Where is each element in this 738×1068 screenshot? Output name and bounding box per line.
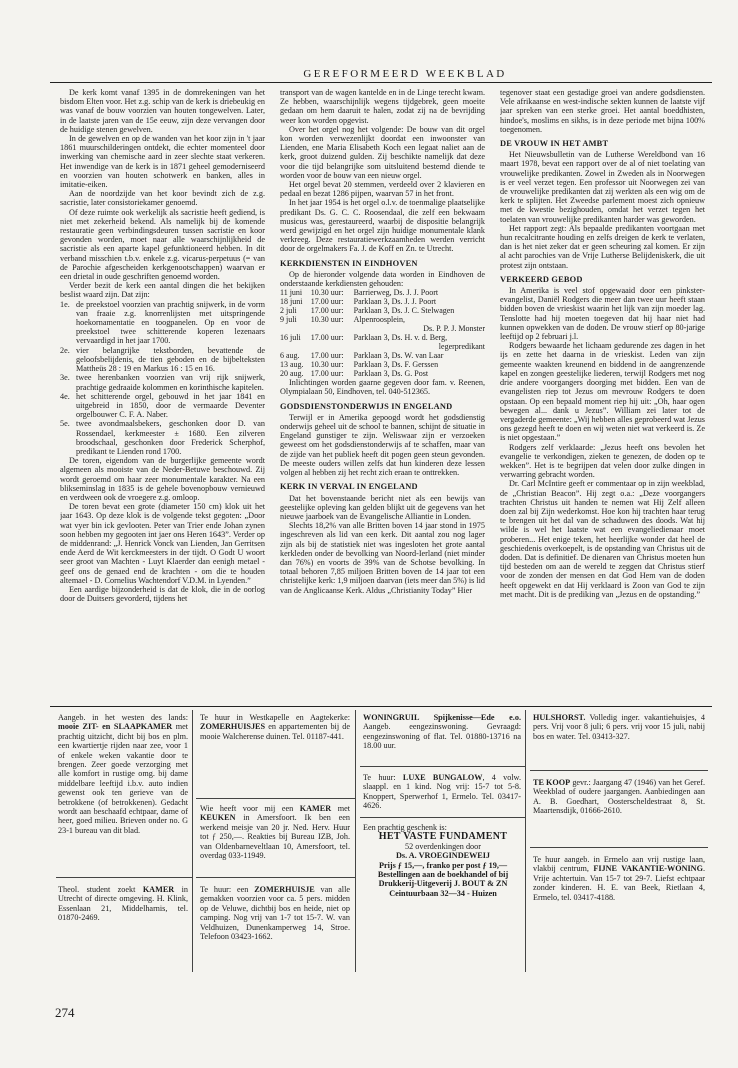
service-time: 10.30 uur:: [310, 360, 344, 370]
list-text: vier belangrijke tekstborden, bevattende de geloofsbelijdenis, de tien geboden en de bijbelteksten Mattheüs 28 : 19 en Markus 16 : 15 en 16.: [76, 345, 265, 374]
paragraph: Dr. Carl McIntire geeft er commentaar op in zijn weekblad, de „Christian Beacon”. Hij zegt o.a.: „Deze voorgangers trachten Christus uit handen te nemen wat Hij Zelf alleen doen zal bij Zijn wederkomst. Hoe kon hij trachten haar terug te brengen uit het dal van de schaduwen des doods. Wat hij wilde is wel het laatste wat een evangeliedienaar moet proberen... Het enige teken, het heerlijke wonder dat heel de geschiedenis overkoepelt, is de opstanding van Christus uit de doden. Dat is definitief. De dienaren van Christus moeten hun tijd besteden om aan de wereld te zeggen dat Christus stierf voor de zonden der mensen en dat God Hem van de doden heeft opgewekt en dat Hij verklaard is Zoon van God te zijn met macht. Dit is de prediking van „Jezus en de opstanding.”: [500, 479, 705, 599]
paragraph: Inlichtingen worden gaarne gegeven door fam. v. Reenen, Olympialaan 50, Eindhoven, tel. 040-512365.: [280, 378, 485, 397]
ad-headline: HULSHORST.: [533, 713, 586, 722]
service-time: 17.00 uur:: [310, 306, 344, 316]
ad-text: Te huur aangeb. in Ermelo aan vrij rustige laan, vlakbij centrum,: [533, 855, 705, 874]
ads-top-rule: [50, 706, 712, 707]
ad-divider: [56, 877, 192, 878]
paragraph: Aan de noordzijde van het koor bevindt zich de z.g. sacristie, later consistoriekamer genoemd.: [60, 189, 265, 208]
ad-text: Te huur:: [363, 773, 403, 782]
service-place: legerpredikant: [438, 342, 485, 352]
list-number: 5e.: [60, 419, 70, 429]
classified-ad: [533, 778, 705, 816]
paragraph: Slechts 18,2% van alle Britten boven 14 jaar stond in 1975 ingeschreven als lid van een kerk. Dit aantal zou nog lager zijn als bij de statistiek niet was ingesloten het grote aantal kerkleden onder de bevolking van Noord-Ierland (niet minder dan 76%) en voorts de 39% van de Schotse bevolking. In totaal behoren 7,85 miljoen Britten boven de 14 jaar tot een christelijke kerk: 1,9 miljoen daarvan (iets meer dan 5%) is lid van de Anglicaanse Kerk. Aldus „Christianity Today” Hier: [280, 521, 485, 595]
service-place: Parklaan 3, Ds. J. C. Stelwagen: [353, 306, 455, 316]
classified-ad: [200, 885, 350, 941]
table-row: [280, 333, 485, 342]
ad-divider: [196, 877, 355, 878]
paragraph: tegenover staat een gestadige groei van andere godsdiensten. Vele afrikaanse en west-indische sekten kunnen de laatste vijf jaar spreken van een sterke groei. Het aantal boeddhisten, hindoe's, moslims en sikhs, is in deze periode met bijna 100% toegenomen.: [500, 88, 705, 134]
ad-text: van alle gemakken voorzien voor ca. 5 pers. midden op de Veluwe, dichtbij bos en heide, niet op camping. Nog vrij van 1-7 tot 15-7. W. van Veldhuizen, Dunenkamperweg 14, Stroe. Telefoon 03423-1662.: [200, 885, 350, 942]
service-place: Parklaan 3, Ds. W. van Laar: [353, 351, 444, 361]
ad-line: Bestellingen aan de boekhandel of bij: [377, 870, 509, 880]
service-time: 17.00 uur:: [310, 351, 344, 361]
list-item: [60, 299, 265, 346]
table-row: [280, 369, 485, 378]
ad-line: 52 overdenkingen door: [405, 841, 481, 851]
ad-text: met prachtig uitzicht, dicht bij bos en plm. een kwartiertje rijden naar zee, voor 1 of enkele weken vakantie door te brengen. Zeer goede verzorging met alle komfort in rustige omg. bij dame middelbare leeftijd i.b.v. auto indien gewenst ook ten gerieve van de betrokkene (of betrokkenen). Gedacht wordt aan beschaafd echtpaar, dame of heer, goed milieu. Brieven onder no. G 23-1 bureau van dit blad.: [58, 722, 188, 835]
ad-column-divider: [355, 710, 356, 972]
paragraph: Op de hieronder volgende data worden in Eindhoven de onderstaande kerkdiensten gehouden:: [280, 269, 485, 289]
price-line: Prijs ƒ 15,—, franko per post ƒ 19,—: [378, 860, 508, 870]
ad-headline: mooie ZIT- en SLAAPKAMER: [58, 722, 173, 732]
ad-column-divider: [525, 710, 526, 972]
paragraph: In Amerika is veel stof opgewaaid door een pinkster-evangelist, Daniël Rodgers die meer dan twee uur heeft staan bidden boven de vrieskist waarin het lijk van zijn moeder lag. Tenslotte had hij moeten toegeven dat hij haar niet had kunnen opwekken van de doden. De vrouw stierf op 80-jarige leeftijd op 2 februari j.l.: [500, 286, 705, 342]
ad-text: en appartementen bij de mooie Walcherense duinen. Tel. 01187-441.: [200, 722, 350, 741]
ad-headline: KAMER: [142, 885, 175, 894]
ad-headline: KAMER: [299, 804, 332, 813]
classified-ad: [363, 773, 521, 811]
service-place: Ds. P. P. J. Monster: [423, 324, 485, 334]
ad-text: Aangeb. eengezinswoning. Gevraagd: eengezinswoning of flat. Tel. 01880-13716 na 18.00 uur.: [363, 722, 521, 751]
article-column-1: [60, 88, 265, 698]
ad-headline: ZOMERHUISJES: [200, 722, 266, 732]
table-row: [280, 324, 485, 333]
service-place: Parklaan 3, Ds. G. Post: [353, 369, 429, 379]
article-column-3: [500, 88, 705, 698]
paragraph: Het orgel bevat 20 stemmen, verdeeld over 2 klavieren en pedaal en bezat 1286 pijpen, waarvan 57 in het front.: [280, 180, 485, 199]
paragraph: In het jaar 1954 is het orgel o.l.v. de toenmalige plaatselijke predikant Ds. G. C. C. Roosendaal, die zelf een bekwaam musicus was, gerestaureerd, waarbij de dispositie belangrijk werd gewijzigd en het orgel zijn huidige monumentale klank verkreeg. Deze restauratiewerkzaamheden werden verricht door de orgelmakers Fa. J. de Koff en Zn. te Utrecht.: [280, 198, 485, 254]
ad-text: in Amersfoort. Ik ben een werkend meisje van 20 jr. Ned. Herv. Huur tot ƒ 250,—. Reakties bij Bureau IZB, Joh. van Oldenbarneveltlaan 10, Amersfoort, tel. overdag 033-11949.: [200, 813, 350, 861]
service-time: 17.00 uur:: [310, 297, 344, 307]
paragraph: Het Nieuwsbulletin van de Lutherse Wereldbond van 16 maart 1978, bevat een rapport over de al of niet toelating van vrouwelijke predikanten. Zowel in Zweden als in Noorwegen is er veel verzet tegen. Een professor uit Noorwegen zei van de vrouwelijke predikanten dat zij werkten als een wig om de kerk te splijten. Het Zweedse parlement moest zich opnieuw met de kwestie bezighouden, omdat het verzet tegen het toelaten van vrouwelijke predikanten harder was geworden.: [500, 150, 705, 224]
service-date: 16 juli: [280, 333, 301, 343]
paragraph: De kerk komt vanaf 1395 in de domrekeningen van het bisdom Elten voor. Het z.g. schip van de kerk is driebeukig en was vanaf de bouw voorzien van houten tongewelven. Later, in de laatste jaren van de 15e eeuw, zijn deze vervangen door de huidige stenen gewelven.: [60, 88, 265, 134]
service-time: [311, 342, 354, 351]
ad-headline: KEUKEN: [200, 813, 236, 823]
ad-text: Aangeb. in het westen des lands:: [58, 713, 188, 722]
service-date: 6 aug.: [280, 351, 300, 361]
list-item: [60, 391, 265, 420]
service-place: Parklaan 3, Ds. J. J. Poort: [353, 297, 437, 307]
paragraph: In de gewelven en op de wanden van het koor zijn in 't jaar 1861 muurschilderingen ontdekt, die echter momenteel door inwerking van chemische aard in zeer slechte staat verkeren. Het inwendige van de kerk is in 1871 geheel gemoderniseerd en voorzien van houten schotwerk en banken, alles in imitatie-eiken.: [60, 134, 265, 190]
table-row: [280, 342, 485, 351]
service-date: 11 juni: [280, 288, 303, 298]
author-name: Ds. A. VROEGINDEWEIJ: [395, 851, 491, 861]
section-heading: KERK IN VERVAL IN ENGELAND: [280, 482, 418, 492]
table-row: [280, 315, 485, 324]
service-place: Parklaan 3, Ds. F. Gerssen: [353, 360, 439, 370]
ad-text: gevr.: Jaargang 47 (1946) van het Geref. Weekblad of oudere jaargangen. Aanbiedingen aan A. B. Goedhart, Oosterscheldestraat 8, St. Maartensdijk, 01666-2610.: [533, 778, 706, 816]
table-row: [280, 360, 485, 369]
ad-divider: [360, 766, 525, 767]
ad-text: , 4 volw. slaappl. en 1 kind. Nog vrij: 15-7 tot 5-8. Knoppert, Sperwerhof 1, Ermelo. Tel. 03417-4626.: [363, 773, 521, 811]
section-heading: VERKEERD GEBOD: [500, 274, 583, 284]
ad-headline: LUXE BUNGALOW: [402, 773, 483, 782]
ad-text: in Utrecht of directe omgeving. H. Klink, Essenlaan 21, Middelharnis, tel. 01870-2469.: [58, 885, 188, 923]
ad-column-divider: [192, 710, 193, 972]
table-row: [280, 288, 485, 297]
service-place: Barrierweg, Ds. J. J. Poort: [353, 288, 439, 298]
service-date: [280, 324, 311, 333]
service-date: 18 juni: [280, 297, 303, 307]
paragraph: Het rapport zegt: Als bepaalde predikanten voortgaan met hun recalcitrante houding en zelfs dreigen de kerk te verlaten, dan is het niet zeker dat er geen scheuring zal komen. Er zijn al acht parochies van de Vrije Lutherse Belijdeniskerk, die uit protest zijn ontstaan.: [500, 223, 705, 270]
list-number: 2e.: [60, 345, 70, 355]
classified-ad: [200, 713, 350, 741]
ad-divider: [196, 798, 355, 799]
article-column-2: [280, 88, 485, 698]
section-heading: DE VROUW IN HET AMBT: [500, 139, 609, 149]
list-text: het schitterende orgel, gebouwd in het jaar 1841 en uitgebreid in 1850, door de vermaarde Deventer orgelbouwer C. F. A. Naber.: [76, 391, 265, 420]
paragraph: Terwijl er in Amerika gepoogd wordt het godsdienstig onderwijs geheel uit de school te bannen, schijnt de situatie in Engeland gunstiger te zijn. Weliswaar zijn er verzoeken geweest om het godsdienstonderwijs af te schaffen, maar van de zijde van het publiek heeft dit pogen geen steun gevonden. De meeste ouders willen zelfs dat hun kinderen deze lessen volgen al hebben zij het recht zich eraan te onttrekken.: [280, 412, 485, 478]
paragraph: De toren, eigendom van de burgerlijke gemeente wordt algemeen als mooiste van de Neder-Betuwe beschouwd. Zij wordt geroemd om haar zeer monumentale karakter. Na een blikseminslag in 1835 is de gehele bovenopbouw vernieuwd en verdween ook de vroegere z.g. omloop.: [60, 456, 265, 502]
service-time: [311, 324, 354, 333]
list-item: [60, 373, 265, 392]
ad-headline: FIJNE VAKANTIE-WONING: [593, 864, 703, 874]
service-time: 17.00 uur:: [310, 369, 344, 379]
list-text: de preekstoel voorzien van prachtig snijwerk, in de vorm van fraaie z.g. knorrenlijsten met uitspringende hoekornamentatie en toogpanelen. Op en voor de preekstoel twee schitterende koperen lezenaars vervaardigd in het jaar 1700.: [76, 299, 265, 346]
service-place: Alpenroosplein,: [353, 315, 405, 325]
list-number: 4e.: [60, 391, 70, 401]
table-row: [280, 306, 485, 315]
list-item: [60, 345, 265, 374]
classified-ad: [58, 713, 188, 835]
service-date: 20 aug.: [280, 369, 304, 379]
book-title: HET VASTE FUNDAMENT: [378, 831, 508, 843]
ad-text: . Vrije achtertuin. Van 15-7 tot 29-7. Liefst echtpaar zonder kinderen. H. E. van Beek, Rietlaan 4, Ermelo, tel. 03417-4188.: [533, 864, 705, 902]
list-number: 1e.: [60, 299, 70, 309]
ad-text: Volledig inger. vakantiehuisjes, 4 pers. Vrij voor 8 juli; 6 pers. vrij voor 15 juli, nabij bos en water. Tel. 03413-327.: [533, 713, 705, 741]
classified-ad: [533, 713, 705, 741]
classified-ad: [363, 713, 521, 751]
running-title: GEREFORMEERD WEEKBLAD: [303, 68, 507, 80]
paragraph: Over het orgel nog het volgende: De bouw van dit orgel kon worden verwezenlijkt doordat een inwoonster van Lienden, ene Maria Elisabeth Koch een legaat naliet aan de kerk, groot duizend gulden. Zij beschikte namelijk dat deze voor die tijd belangrijke som uitsluitend bestemd diende te worden voor de bouw van een nieuw orgel.: [280, 124, 485, 180]
service-time: 10.30 uur:: [310, 288, 344, 298]
ad-divider: [530, 770, 708, 771]
list-item: [60, 419, 265, 456]
paragraph: De toren bevat een grote (diameter 150 cm) klok uit het jaar 1643. Op deze klok is de volgende tekst gegoten: „Door wat vyer bin ick gevlooten. Peter van Trier ende Johan zynen soon hebben my gegooten int jaer ons Heren 1643”. Verder op de middenrand: „J. Henrick Vonck van Lienden, Jan Gerritsen ende Aerd de Wit kerckmeesters in der tijdt. O Godt U woort seer groot van Machten - Luyt Klaerder dan eenigh metael - geef ons de genaed end de krachten - om die te houden altemael - D. Cornelius Wachtendorf V.D.M. in Lyenden.”: [60, 502, 265, 585]
ad-headline: ZOMERHUISJE: [254, 885, 315, 894]
publisher-address: Ceintuurbaan 32—34 - Huizen: [389, 888, 497, 898]
section-heading: KERKDIENSTEN IN EINDHOVEN: [280, 258, 418, 268]
service-time: 10.30 uur:: [310, 315, 344, 325]
ad-headline: WONINGRUIL Spijkenisse—Ede e.o.: [363, 713, 521, 722]
classified-ad: [58, 885, 188, 923]
paragraph: Een aardige bijzonderheid is dat de klok, die in de oorlog door de Duitsers gevorderd, tijdens het: [60, 584, 265, 604]
header-rule: [50, 82, 712, 83]
ad-text: Wie heeft voor mij een: [200, 804, 300, 813]
table-row: [280, 351, 485, 360]
service-place: Parklaan 3, Ds. H. v. d. Berg,: [353, 333, 448, 343]
paragraph: Rodgers bewaarde het lichaam gedurende zes dagen in het ijs en zette het daarna in de vrieskist. Leden van zijn gemeente waakten kreunend en biddend in de aangrenzende kapel en zongen geestelijke liederen, terwijl Rodgers met nog drie andere voorgangers doorging met bidden. Een van de evangelisten riep tot Jezus om mevrouw Rodgers te doen opstaan. Op een bepaald moment riep hij uit: „Oh, haar ogen bewegen al... dank u Jezus”. William zei later tot de vergaderde gemeente: „Wij hebben alles geprobeerd wat Jezus ons gezegd heeft te doen en wij weten niet wat verkeerd is. Ze is niet opgestaan.”: [500, 341, 705, 443]
classified-ad: [200, 804, 350, 860]
paragraph: Rodgers zelf verklaarde: „Jezus heeft ons bevolen het evangelie te verkondigen, zieken te genezen, de doden op te wekken”. Het is te begrijpen dat velen door zulke dingen in verwarring gebracht worden.: [500, 442, 705, 480]
classified-ad: [533, 855, 705, 902]
paragraph: Dat het bovenstaande bericht niet als een bewijs van geestelijke opleving kan gelden blijkt uit de gegevens van het nieuwe jaarboek van de Evangelische Alliantie in Londen.: [280, 493, 485, 521]
list-number: 3e.: [60, 373, 70, 383]
church-items-list: [60, 300, 265, 456]
service-date: [280, 342, 311, 351]
ad-intro: Een prachtig geschenk is:: [363, 823, 447, 832]
table-row: [280, 297, 485, 306]
list-text: twee avondmaalsbekers, geschonken door D. van Rossendael, kerkmeester ± 1680. Een zilveren broodschaal, geschonken door Frederick Scherphof, predikant te Lienden rond 1700.: [76, 419, 265, 456]
ad-divider: [360, 817, 525, 818]
services-table: [280, 288, 485, 378]
ad-text: Te huur in Westkapelle en Aagtekerke:: [200, 713, 350, 722]
ad-headline: TE KOOP: [533, 778, 571, 787]
paragraph: Verder bezit de kerk een aantal dingen die het bekijken beslist waard zijn. Dat zijn:: [60, 281, 265, 300]
service-date: 2 juli: [280, 306, 297, 316]
paragraph: transport van de wagen kantelde en in de Linge terecht kwam. Ze hebben, waarschijnlijk wegens tijdgebrek, geen moeite gedaan om hem daaruit te halen, zodat zij na de bevrijding weer kon worden opgevist.: [280, 88, 485, 125]
list-text: twee herenbanken voorzien van vrij rijk snijwerk, prachtige gedraaide kolommen en korinthische kapitelen.: [76, 373, 265, 392]
section-heading: GODSDIENSTONDERWIJS IN ENGELAND: [280, 401, 453, 411]
service-date: 13 aug.: [280, 360, 304, 370]
service-date: 9 juli: [280, 315, 297, 325]
publisher-name: Drukkerij-Uitgeverij J. BOUT & ZN: [378, 879, 508, 889]
book-advertisement: [363, 823, 523, 898]
ad-text: met: [331, 804, 350, 813]
page-number: 274: [55, 1005, 75, 1020]
paragraph: Of deze ruimte ook werkelijk als sacristie heeft gediend, is niet met zekerheid bekend. Als namelijk bij de komende restauratie geen verbindingsdeuren tussen sacristie en koor gevonden worden, moet naar alle waarschijnlijkheid de sacristie als een aparte kapel gefunktioneerd hebben. In dit verband misschien t.b.v. enkele z.g. vicarus-perpetuus (= van de Parochie afgescheiden kerkgenootschappen) waarvan er een drietal in oude geschriften genoemd worden.: [60, 207, 265, 282]
service-time: 17.00 uur:: [310, 333, 344, 343]
ad-text: Te huur: een: [200, 885, 255, 894]
ad-divider: [530, 847, 708, 848]
ad-text: Theol. student zoekt: [58, 885, 143, 894]
